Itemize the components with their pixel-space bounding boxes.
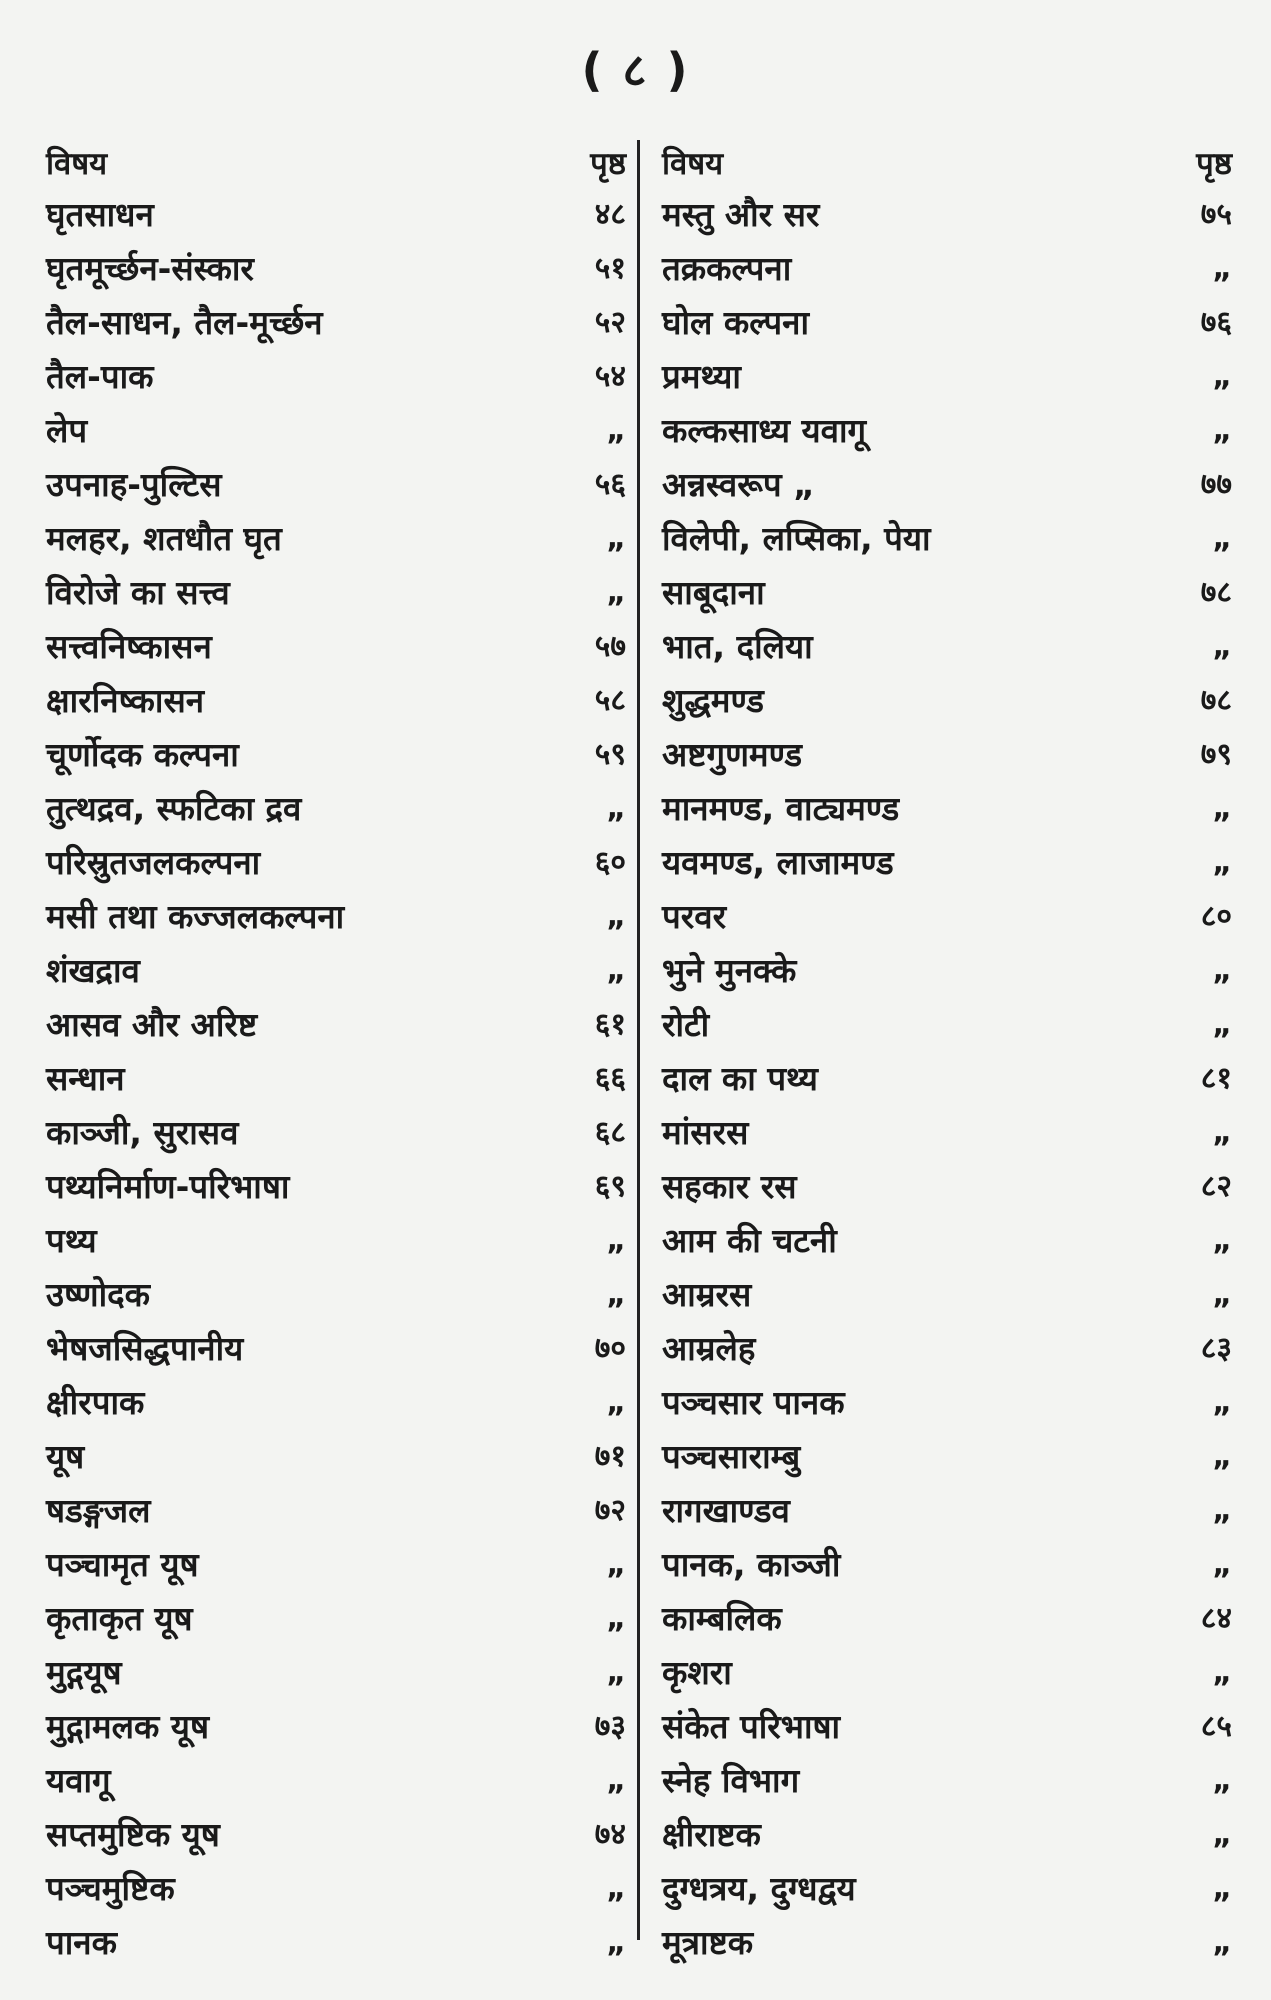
index-entry bbox=[662, 944, 1232, 998]
index-entry bbox=[662, 1646, 1232, 1700]
entry-subject: स्नेह विभाग bbox=[662, 1761, 800, 1800]
index-entry bbox=[46, 566, 626, 620]
entry-page-number: „ bbox=[1212, 1007, 1232, 1042]
index-entry bbox=[662, 1484, 1232, 1538]
entry-page-number: „ bbox=[606, 521, 626, 556]
entry-page-number: „ bbox=[606, 791, 626, 826]
entry-page-number: „ bbox=[606, 1277, 626, 1312]
entry-page-number: „ bbox=[1212, 413, 1232, 448]
index-entry bbox=[46, 404, 626, 458]
index-entry bbox=[662, 1538, 1232, 1592]
entry-page-number: ८२ bbox=[1200, 1169, 1232, 1204]
entry-subject: लेप bbox=[46, 411, 88, 450]
entry-subject: पञ्चसाराम्बु bbox=[662, 1437, 801, 1476]
entry-page-number: „ bbox=[1212, 1655, 1232, 1690]
entry-subject: तैल-पाक bbox=[46, 357, 154, 396]
index-entry bbox=[46, 512, 626, 566]
entry-page-number: ५६ bbox=[594, 467, 626, 502]
index-entry bbox=[46, 890, 626, 944]
entry-page-number: „ bbox=[606, 1655, 626, 1690]
entry-page-number: ५८ bbox=[594, 683, 626, 718]
entry-page-number: ७८ bbox=[1200, 575, 1232, 610]
index-entry bbox=[662, 836, 1232, 890]
entry-page-number: „ bbox=[606, 413, 626, 448]
index-entry bbox=[662, 350, 1232, 404]
entry-subject: आसव और अरिष्ट bbox=[46, 1005, 258, 1044]
entry-page-number: „ bbox=[606, 1871, 626, 1906]
index-entry bbox=[662, 1916, 1232, 1970]
column-header bbox=[662, 140, 1232, 188]
entry-subject: परिस्रुतजलकल्पना bbox=[46, 843, 261, 882]
entry-subject: पथ्यनिर्माण-परिभाषा bbox=[46, 1167, 290, 1206]
entry-page-number: ७० bbox=[594, 1331, 626, 1366]
entry-subject: मसी तथा कज्जलकल्पना bbox=[46, 897, 345, 936]
index-entry bbox=[662, 1808, 1232, 1862]
entry-subject: विरोजे का सत्त्व bbox=[46, 573, 230, 612]
column-header bbox=[46, 140, 626, 188]
entry-subject: घोल कल्पना bbox=[662, 303, 810, 342]
index-entry bbox=[662, 1592, 1232, 1646]
index-entry bbox=[662, 404, 1232, 458]
entry-page-number: ५१ bbox=[594, 251, 626, 286]
index-entry bbox=[46, 242, 626, 296]
index-entry bbox=[46, 1430, 626, 1484]
entry-page-number: ६८ bbox=[594, 1115, 626, 1150]
entry-subject: साबूदाना bbox=[662, 573, 765, 612]
entry-subject: पानक, काञ्जी bbox=[662, 1545, 841, 1584]
entry-subject: घृतसाधन bbox=[46, 195, 154, 234]
entry-page-number: ८० bbox=[1200, 899, 1232, 934]
entry-subject: क्षारनिष्कासन bbox=[46, 681, 205, 720]
entry-subject: मानमण्ड, वाट्यमण्ड bbox=[662, 789, 900, 828]
entry-subject: भेषजसिद्धपानीय bbox=[46, 1329, 244, 1368]
header-page-label: पृष्ठ bbox=[1196, 146, 1232, 182]
entry-page-number: ६६ bbox=[594, 1061, 626, 1096]
entry-subject: पञ्चमुष्टिक bbox=[46, 1869, 175, 1908]
header-subject-label: विषय bbox=[662, 146, 724, 182]
entry-subject: दाल का पथ्य bbox=[662, 1059, 818, 1098]
index-entry bbox=[46, 944, 626, 998]
entry-subject: सप्तमुष्टिक यूष bbox=[46, 1815, 220, 1854]
entry-page-number: ८५ bbox=[1200, 1709, 1232, 1744]
entry-page-number: „ bbox=[1212, 845, 1232, 880]
index-entry bbox=[662, 296, 1232, 350]
entry-page-number: ७९ bbox=[1200, 737, 1232, 772]
index-entry bbox=[46, 1808, 626, 1862]
entry-page-number: ५२ bbox=[594, 305, 626, 340]
entry-subject: प्रमथ्या bbox=[662, 357, 741, 396]
index-entry bbox=[662, 1430, 1232, 1484]
entry-subject: पञ्चसार पानक bbox=[662, 1383, 845, 1422]
index-entry bbox=[662, 1700, 1232, 1754]
index-entry bbox=[662, 566, 1232, 620]
entry-subject: अन्नस्वरूप „ bbox=[662, 465, 815, 504]
entry-subject: कृशरा bbox=[662, 1653, 732, 1692]
entry-page-number: „ bbox=[1212, 251, 1232, 286]
index-entry bbox=[662, 728, 1232, 782]
index-entry bbox=[46, 1862, 626, 1916]
entry-subject: पानक bbox=[46, 1923, 117, 1962]
entry-page-number: ६९ bbox=[594, 1169, 626, 1204]
entry-subject: संकेत परिभाषा bbox=[662, 1707, 841, 1746]
entry-subject: मलहर, शतधौत घृत bbox=[46, 519, 282, 558]
index-entry bbox=[46, 620, 626, 674]
index-entry bbox=[46, 1916, 626, 1970]
index-column-left bbox=[46, 140, 626, 1970]
entry-subject: तैल-साधन, तैल-मूर्च्छन bbox=[46, 303, 323, 342]
index-entry bbox=[46, 1322, 626, 1376]
entry-subject: परवर bbox=[662, 897, 727, 936]
index-entry bbox=[46, 458, 626, 512]
index-entry bbox=[662, 1754, 1232, 1808]
index-entry bbox=[46, 1376, 626, 1430]
entry-page-number: ७४ bbox=[594, 1817, 626, 1852]
entry-subject: भात, दलिया bbox=[662, 627, 813, 666]
entry-page-number: „ bbox=[1212, 1115, 1232, 1150]
index-entry bbox=[662, 620, 1232, 674]
index-entry bbox=[46, 674, 626, 728]
index-entry bbox=[46, 782, 626, 836]
entry-subject: विलेपी, लप्सिका, पेया bbox=[662, 519, 931, 558]
entry-page-number: „ bbox=[1212, 1385, 1232, 1420]
entry-page-number: „ bbox=[606, 1547, 626, 1582]
index-entry bbox=[46, 296, 626, 350]
entry-page-number: ७१ bbox=[594, 1439, 626, 1474]
entry-page-number: ८३ bbox=[1200, 1331, 1232, 1366]
index-entry bbox=[46, 1160, 626, 1214]
entry-subject: भुने मुनक्के bbox=[662, 951, 797, 990]
entry-page-number: „ bbox=[606, 1385, 626, 1420]
entry-subject: मुद्गामलक यूष bbox=[46, 1707, 210, 1746]
index-entry bbox=[662, 242, 1232, 296]
entry-subject: काम्बलिक bbox=[662, 1599, 782, 1638]
entry-page-number: „ bbox=[1212, 1817, 1232, 1852]
entry-page-number: ७३ bbox=[594, 1709, 626, 1744]
entry-subject: रोटी bbox=[662, 1005, 710, 1044]
entry-subject: काञ्जी, सुरासव bbox=[46, 1113, 239, 1152]
entry-subject: मुद्गयूष bbox=[46, 1653, 122, 1692]
entry-page-number: „ bbox=[1212, 953, 1232, 988]
entry-page-number: ५७ bbox=[594, 629, 626, 664]
entry-subject: मूत्राष्टक bbox=[662, 1923, 754, 1962]
index-entry bbox=[46, 188, 626, 242]
entry-page-number: „ bbox=[1212, 791, 1232, 826]
entry-page-number: „ bbox=[606, 953, 626, 988]
entry-subject: मांसरस bbox=[662, 1113, 749, 1152]
index-entry bbox=[662, 890, 1232, 944]
index-entry bbox=[662, 1052, 1232, 1106]
entry-page-number: „ bbox=[1212, 1277, 1232, 1312]
entry-subject: उष्णोदक bbox=[46, 1275, 150, 1314]
entry-subject: घृतमूर्च्छन-संस्कार bbox=[46, 249, 254, 288]
entry-page-number: „ bbox=[1212, 1493, 1232, 1528]
index-entry bbox=[662, 1160, 1232, 1214]
entry-subject: शुद्धमण्ड bbox=[662, 681, 764, 720]
index-entry bbox=[662, 1268, 1232, 1322]
entry-page-number: „ bbox=[1212, 1439, 1232, 1474]
entry-page-number: „ bbox=[1212, 1763, 1232, 1798]
index-entry bbox=[46, 836, 626, 890]
entry-page-number: ८१ bbox=[1200, 1061, 1232, 1096]
index-entry bbox=[662, 1322, 1232, 1376]
entry-subject: सहकार रस bbox=[662, 1167, 797, 1206]
entry-subject: आम की चटनी bbox=[662, 1221, 837, 1260]
entry-page-number: „ bbox=[1212, 521, 1232, 556]
entry-page-number: „ bbox=[606, 1763, 626, 1798]
entry-page-number: „ bbox=[1212, 1223, 1232, 1258]
entry-subject: यवमण्ड, लाजामण्ड bbox=[662, 843, 894, 882]
entry-subject: पथ्य bbox=[46, 1221, 97, 1260]
entry-subject: अष्टगुणमण्ड bbox=[662, 735, 802, 774]
entry-page-number: „ bbox=[606, 1925, 626, 1960]
entry-page-number: ८४ bbox=[1200, 1601, 1232, 1636]
entry-page-number: ४८ bbox=[594, 197, 626, 232]
entry-subject: षडङ्गजल bbox=[46, 1491, 151, 1530]
entry-subject: उपनाह-पुल्टिस bbox=[46, 465, 222, 504]
entry-page-number: ५९ bbox=[594, 737, 626, 772]
entry-page-number: „ bbox=[606, 899, 626, 934]
entry-subject: रागखाण्डव bbox=[662, 1491, 790, 1530]
entry-subject: आम्ररस bbox=[662, 1275, 752, 1314]
index-entry bbox=[662, 1106, 1232, 1160]
index-entry bbox=[662, 1862, 1232, 1916]
entry-page-number: ६१ bbox=[594, 1007, 626, 1042]
index-entry bbox=[46, 1592, 626, 1646]
entry-page-number: ७६ bbox=[1200, 305, 1232, 340]
header-subject-label: विषय bbox=[46, 146, 108, 182]
index-entry bbox=[662, 782, 1232, 836]
entry-subject: यवागू bbox=[46, 1761, 111, 1800]
entry-page-number: „ bbox=[1212, 1547, 1232, 1582]
index-entry bbox=[662, 1214, 1232, 1268]
entry-subject: कल्कसाध्य यवागू bbox=[662, 411, 867, 450]
index-entry bbox=[662, 188, 1232, 242]
entry-page-number: „ bbox=[606, 575, 626, 610]
index-entry bbox=[46, 1214, 626, 1268]
index-entry bbox=[662, 998, 1232, 1052]
entry-page-number: ७८ bbox=[1200, 683, 1232, 718]
entry-subject: पञ्चामृत यूष bbox=[46, 1545, 199, 1584]
entry-page-number: ७२ bbox=[594, 1493, 626, 1528]
page-number: ( ८ ) bbox=[581, 43, 690, 97]
entry-subject: क्षीरपाक bbox=[46, 1383, 145, 1422]
entry-subject: सत्त्वनिष्कासन bbox=[46, 627, 212, 666]
entry-subject: मस्तु और सर bbox=[662, 195, 820, 234]
entry-subject: यूष bbox=[46, 1437, 85, 1476]
entry-subject: शंखद्राव bbox=[46, 951, 140, 990]
entry-page-number: „ bbox=[1212, 359, 1232, 394]
index-entry bbox=[46, 1268, 626, 1322]
index-column-right bbox=[662, 140, 1232, 1970]
entry-page-number: „ bbox=[1212, 629, 1232, 664]
index-entry bbox=[46, 1106, 626, 1160]
index-entry bbox=[662, 512, 1232, 566]
index-entry bbox=[46, 1754, 626, 1808]
index-entry bbox=[46, 1700, 626, 1754]
entry-subject: तक्रकल्पना bbox=[662, 249, 792, 288]
entry-page-number: „ bbox=[1212, 1925, 1232, 1960]
index-entry bbox=[46, 350, 626, 404]
entry-subject: आम्रलेह bbox=[662, 1329, 756, 1368]
entry-page-number: ७५ bbox=[1200, 197, 1232, 232]
index-entry bbox=[46, 1646, 626, 1700]
entry-page-number: „ bbox=[606, 1601, 626, 1636]
entry-page-number: ७७ bbox=[1200, 467, 1232, 502]
index-entry bbox=[46, 1538, 626, 1592]
entry-subject: तुत्थद्रव, स्फटिका द्रव bbox=[46, 789, 302, 828]
header-page-label: पृष्ठ bbox=[590, 146, 626, 182]
entry-page-number: ५४ bbox=[594, 359, 626, 394]
index-entry bbox=[46, 1052, 626, 1106]
index-entry bbox=[46, 728, 626, 782]
index-entry bbox=[46, 1484, 626, 1538]
entry-page-number: „ bbox=[606, 1223, 626, 1258]
index-entry bbox=[662, 674, 1232, 728]
index-entry bbox=[662, 1376, 1232, 1430]
entry-subject: कृताकृत यूष bbox=[46, 1599, 193, 1638]
entry-page-number: „ bbox=[1212, 1871, 1232, 1906]
entry-subject: क्षीराष्टक bbox=[662, 1815, 761, 1854]
index-entry bbox=[662, 458, 1232, 512]
column-divider bbox=[637, 140, 640, 1940]
entry-subject: सन्धान bbox=[46, 1059, 125, 1098]
index-entry bbox=[46, 998, 626, 1052]
entry-page-number: ६० bbox=[594, 845, 626, 880]
entry-subject: चूर्णोदक कल्पना bbox=[46, 735, 239, 774]
entry-subject: दुग्धत्रय, दुग्धद्वय bbox=[662, 1869, 856, 1908]
